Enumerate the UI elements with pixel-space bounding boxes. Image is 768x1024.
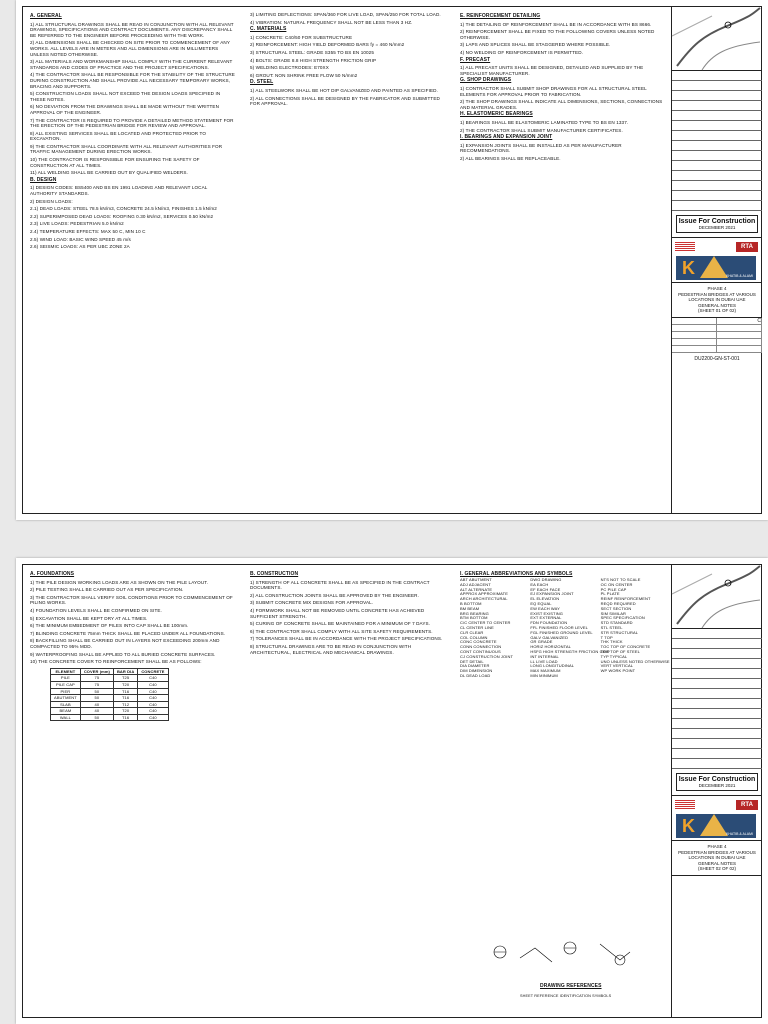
- notes-heading: D. STEEL: [250, 79, 274, 86]
- abbreviation-item: CJ CONSTRUCTION JOINT: [460, 653, 513, 659]
- issue-title: Issue For Construction: [678, 218, 756, 225]
- abbreviation-item: DET DETAIL: [460, 658, 484, 664]
- note-item: 7) THE CONTRACTOR IS REQUIRED TO PROVIDE A DETAILED METHOD STATEMENT FOR THE ERECTION OF THE PEDESTRIAN BRIDGE FOR REVIEW AND APPROVAL.: [30, 117, 234, 129]
- revision-letter: C: [717, 318, 762, 325]
- note-item: 1) EXPANSION JOINTS SHALL BE INSTALLED AS PER MANUFACTURER RECOMMENDATIONS.: [460, 142, 622, 154]
- abbreviation-item: UNO UNLESS NOTED OTHERWISE: [600, 658, 670, 664]
- table-header-cell: COVER (mm): [80, 668, 113, 675]
- project-title: [672, 283, 762, 318]
- logo-area: [672, 237, 762, 283]
- abbreviation-item: HORIZ HORIZONTAL: [530, 644, 571, 650]
- issue-title: Issue For Construction: [678, 776, 756, 783]
- abbreviation-item: PL PLATE: [600, 591, 620, 597]
- note-item: 3) THE CONTRACTOR SHALL VERIFY SOIL CONDITIONS PRIOR TO COMMENCEMENT OF PILING WORKS.: [30, 594, 233, 606]
- note-item: 4) NO WELDING OF REINFORCEMENT IS PERMITTED.: [460, 49, 583, 55]
- abbreviation-item: C/C CENTER TO CENTER: [460, 620, 511, 626]
- logo-area: [672, 795, 762, 841]
- notes-column-2: [250, 12, 445, 510]
- abbreviation-item: CONT CONTINUOUS: [460, 648, 501, 654]
- abbreviation-item: REQD REQUIRED: [600, 600, 636, 606]
- table-cell: C40: [138, 688, 168, 695]
- table-cell: PILE CAP: [51, 681, 81, 688]
- note-item: 6) THE MINIMUM EMBEDMENT OF PILES INTO CAP SHALL BE 100mm.: [30, 623, 189, 629]
- note-item: 9) WATERPROOFING SHALL BE APPLIED TO ALL BURIED CONCRETE SURFACES.: [30, 651, 216, 657]
- table-cell: T20: [113, 681, 137, 688]
- note-item: 4) FORMWORK SHALL NOT BE REMOVED UNTIL CONCRETE HAS ACHIEVED SUFFICIENT STRENGTH.: [250, 607, 425, 619]
- note-item: 1) THE DETAILING OF REINFORCEMENT SHALL BE IN ACCORDANCE WITH BS 8666.: [460, 21, 652, 27]
- issue-date: DECEMBER 2021: [698, 225, 736, 230]
- table-row: [51, 688, 169, 695]
- abbreviation-item: FGL FINISHED GROUND LEVEL: [530, 629, 593, 635]
- note-item: 10) THE CONTRACTOR IS RESPONSIBLE FOR ENSURING THE SAFETY OF CONSTRUCTION AT ALL TIMES.: [30, 157, 200, 168]
- consultant-logo: [676, 256, 756, 280]
- table-header-cell: BAR DIA: [113, 668, 137, 675]
- abbreviation-item: EQ EQUAL: [530, 600, 552, 606]
- abbreviation-item: EXIST EXISTING: [530, 610, 563, 616]
- table-cell: PILE: [51, 675, 81, 682]
- table-cell: C40: [138, 701, 168, 708]
- note-item: 1) THE PILE DESIGN WORKING LOADS ARE AS SHOWN ON THE PILE LAYOUT.: [30, 579, 209, 585]
- note-item: 10) THE CONCRETE COVER TO REINFORCEMENT SHALL BE AS FOLLOWS:: [30, 659, 202, 665]
- abbreviation-item: CL CENTER LINE: [460, 624, 494, 630]
- abbreviation-item: DL DEAD LOAD: [460, 672, 491, 678]
- note-item: 5) WELDING ELECTRODES: E70XX: [250, 65, 329, 71]
- key-plan-map-drawing: [672, 6, 762, 70]
- table-cell: 75: [80, 681, 113, 688]
- concrete-cover-table: [50, 668, 169, 722]
- revision-table: [672, 71, 762, 211]
- note-item: 2.2) SUPERIMPOSED DEAD LOADS: ROOFING 0.30 kN/m2, SERVICES 0.50 kN/m2: [30, 213, 214, 219]
- abbreviations-title: I. GENERAL ABBREVIATIONS AND SYMBOLS: [460, 571, 573, 577]
- abbreviation-item: TYP TYPICAL: [600, 653, 628, 659]
- abbreviation-item: EA EACH: [530, 581, 549, 587]
- issue-stamp: [676, 215, 758, 233]
- note-item: 3) SUBMIT CONCRETE MIX DESIGNS FOR APPROVAL.: [250, 600, 374, 606]
- abbreviation-item: STL STEEL: [600, 624, 623, 630]
- table-cell: T12: [113, 701, 137, 708]
- note-item: 1) ALL STEELWORK SHALL BE HOT DIP GALVANIZED AND PAINTED AS SPECIFIED.: [250, 87, 438, 93]
- abbreviation-item: PC PILE CAP: [600, 586, 627, 592]
- abbreviation-item: STD STANDARD: [600, 620, 633, 626]
- abbreviation-item: NTS NOT TO SCALE: [600, 577, 641, 582]
- key-plan-map-drawing: [672, 564, 762, 628]
- references-title: DRAWING REFERENCES: [540, 983, 602, 990]
- key-plan-map: [672, 564, 762, 629]
- ka-a-icon: [700, 814, 728, 836]
- note-item: 5) EXCAVATION SHALL BE KEPT DRY AT ALL TIMES.: [30, 615, 148, 621]
- table-cell: C40: [138, 695, 168, 702]
- abbreviation-item: THK THICK: [600, 639, 623, 645]
- table-cell: 50: [80, 688, 113, 695]
- firm-name: KHATIB & ALAMI: [726, 274, 753, 278]
- abbreviation-item: EW EACH WAY: [530, 605, 560, 611]
- table-cell: C40: [138, 708, 168, 715]
- drawing-number: DU2200-GN-ST-001: [694, 355, 740, 362]
- project-line: PHASE 4: [707, 844, 727, 849]
- table-row: [51, 714, 169, 721]
- note-item: 8) ALL EXISTING SERVICES SHALL BE LOCATED AND PROTECTED PRIOR TO EXCAVATION.: [30, 130, 206, 142]
- abbreviation-item: DWG DRAWING: [530, 577, 562, 582]
- notes-heading: B. CONSTRUCTION: [250, 571, 299, 577]
- table-header-row: [51, 668, 169, 675]
- note-item: 1) STRENGTH OF ALL CONCRETE SHALL BE AS SPECIFIED IN THE CONTRACT DOCUMENTS.: [250, 579, 430, 591]
- abbreviation-item: BTM BOTTOM: [460, 615, 488, 621]
- note-item: 4) VIBRATION: NATURAL FREQUENCY SHALL NOT BE LESS THAN 3 HZ.: [250, 19, 413, 25]
- abbreviation-item: GALV GALVANIZED: [530, 634, 569, 640]
- client-logo-icon: [675, 242, 695, 252]
- issue-stamp: [676, 773, 758, 791]
- abbreviation-item: FDN FOUNDATION: [530, 620, 568, 626]
- note-item: 2.1) DEAD LOADS: STEEL 78.5 kN/m3, CONCRETE 24.5 kN/m3, FINISHES 1.5 kN/m2: [30, 206, 217, 212]
- drawing-info-grid: [672, 318, 762, 353]
- abbreviation-item: ABT ABUTMENT: [460, 577, 492, 582]
- table-row: [51, 681, 169, 688]
- note-item: 7) BLINDING CONCRETE 75mm THICK SHALL BE PLACED UNDER ALL FOUNDATIONS.: [30, 630, 226, 636]
- table-cell: C40: [138, 681, 168, 688]
- notes-heading: I. BEARINGS AND EXPANSION JOINT: [460, 134, 553, 141]
- issue-date: DECEMBER 2021: [698, 783, 736, 788]
- project-line: (SHEET 01 OF 02): [698, 308, 736, 313]
- table-header-cell: CONCRETE: [138, 668, 168, 675]
- notes-column-2: [250, 570, 445, 1014]
- abbreviation-item: MAX MAXIMUM: [530, 668, 561, 674]
- note-item: 2) REINFORCEMENT: HIGH YIELD DEFORMED BARS fy = 460 N/mm2: [250, 42, 405, 48]
- title-block: [671, 6, 762, 514]
- note-item: 8) STRUCTURAL DRAWINGS ARE TO BE READ IN CONJUNCTION WITH ARCHITECTURAL, ELECTRICAL AND MECHANICAL DRAWINGS.: [250, 643, 412, 655]
- project-line: LOCATIONS IN DUBAI UAE: [688, 855, 746, 860]
- abbreviation-item: OC ON CENTER: [600, 581, 633, 587]
- abbreviation-item: SIM SIMILAR: [600, 610, 626, 616]
- notes-column-1: [30, 570, 235, 1014]
- table-cell: 75: [80, 675, 113, 682]
- notes-heading: A. GENERAL: [30, 13, 62, 19]
- note-item: 3) STRUCTURAL STEEL: GRADE S355 TO BS EN 10025: [250, 49, 374, 55]
- notes-column-3: [460, 570, 670, 1014]
- note-item: 6) NO DEVIATION FROM THE DRAWINGS SHALL BE MADE WITHOUT THE WRITTEN APPROVAL OF THE ENGINEER.: [30, 104, 220, 115]
- abbreviation-item: REINF REINFORCEMENT: [600, 596, 651, 602]
- foundation-notes: [30, 572, 235, 665]
- table-cell: 50: [80, 695, 113, 702]
- project-line: PEDESTRIAN BRIDGES AT VARIOUS: [678, 291, 756, 297]
- rta-logo: RTA: [736, 242, 758, 252]
- note-item: 2) DESIGN LOADS:: [30, 198, 73, 204]
- abbreviation-item: LONG LONGITUDINAL: [530, 663, 575, 669]
- abbreviation-item: STR STRUCTURAL: [600, 629, 639, 635]
- abbreviation-item: COL COLUMN: [460, 634, 488, 640]
- note-item: 4) FOUNDATION LEVELS SHALL BE CONFIRMED ON SITE.: [30, 607, 162, 613]
- abbreviation-item: EF EACH FACE: [530, 586, 561, 592]
- table-cell: 40: [80, 701, 113, 708]
- notes-heading: H. ELASTOMERIC BEARINGS: [460, 111, 533, 118]
- project-line: GENERAL NOTES: [697, 302, 737, 308]
- table-cell: T16: [113, 695, 137, 702]
- notes-column-1: [30, 12, 235, 510]
- note-item: 1) BEARINGS SHALL BE ELASTOMERIC LAMINATED TYPE TO BS EN 1337.: [460, 119, 629, 125]
- table-cell: T20: [113, 708, 137, 715]
- notes-heading: E. REINFORCEMENT DETAILING: [460, 13, 541, 19]
- abbreviation-item: ARCH ARCHITECTURAL: [460, 596, 508, 602]
- abbreviation-item: WP WORK POINT: [600, 668, 636, 674]
- abbreviation-item: HSFG HIGH STRENGTH FRICTION GRIP: [530, 648, 610, 654]
- table-body: [51, 675, 169, 721]
- table-cell: ABUTMENT: [51, 695, 81, 702]
- note-item: 4) BOLTS: GRADE 8.8 HIGH STRENGTH FRICTION GRIP: [250, 57, 377, 63]
- table-cell: PIER: [51, 688, 81, 695]
- abbreviation-item: TOC TOP OF CONCRETE: [600, 644, 651, 650]
- abbreviation-item: INT INTERNAL: [530, 653, 559, 659]
- note-item: 5) CURING OF CONCRETE SHALL BE MAINTAINED FOR A MINIMUM OF 7 DAYS.: [250, 621, 431, 627]
- note-item: 7) TOLERANCES SHALL BE IN ACCORDANCE WITH THE PROJECT SPECIFICATIONS.: [250, 636, 443, 642]
- table-row: [51, 701, 169, 708]
- key-plan-map: [672, 6, 762, 71]
- note-item: 2) PILE TESTING SHALL BE CARRIED OUT AS PER SPECIFICATION.: [30, 587, 184, 593]
- abbreviation-item: ALT ALTERNATE: [460, 586, 493, 592]
- note-item: 1) CONCRETE: C40/50 FOR SUBSTRUCTURE: [250, 34, 353, 40]
- notes-column-3: [460, 12, 665, 510]
- table-header-cell: ELEMENT: [51, 668, 81, 675]
- abbreviation-item: TOS TOP OF STEEL: [600, 648, 640, 654]
- ka-k-icon: K: [682, 816, 695, 836]
- note-item: 1) DESIGN CODES: BS5400 AND BS EN 1991 LOADING AND RELEVANT LOCAL AUTHORITY STANDARDS.: [30, 185, 208, 197]
- note-item: 9) THE CONTRACTOR SHALL COORDINATE WITH ALL RELEVANT AUTHORITIES FOR TRAFFIC MANAGEMENT DURING ERECTION WORKS.: [30, 143, 223, 155]
- abbreviation-item: APPROX APPROXIMATE: [460, 591, 508, 597]
- note-item: 2.5) WIND LOAD: BASIC WIND SPEED 45 m/s: [30, 236, 131, 242]
- abbreviation-item: CLR CLEAR: [460, 629, 484, 635]
- project-line: (SHEET 02 OF 02): [698, 866, 736, 871]
- rta-logo: RTA: [736, 800, 758, 810]
- firm-name: KHATIB & ALAMI: [726, 832, 753, 836]
- abbreviation-item: VERT VERTICAL: [600, 663, 634, 669]
- project-line: PEDESTRIAN BRIDGES AT VARIOUS: [678, 849, 756, 855]
- note-item: 1) ALL PRECAST UNITS SHALL BE DESIGNED, DETAILED AND SUPPLIED BY THE SPECIALIST MANUFACTURER.: [460, 65, 644, 76]
- table-row: [51, 695, 169, 702]
- abbreviation-item: FFL FINISHED FLOOR LEVEL: [530, 624, 588, 630]
- note-item: 2) ALL DIMENSIONS SHALL BE CHECKED ON SITE PRIOR TO COMMENCEMENT OF ANY WORKS. ALL LEVELS ARE IN METERS AND ALL DIMENSIONS ARE IN MILLIMETERS UNLESS NOTED OTHERWISE.: [30, 40, 230, 57]
- table-cell: C40: [138, 714, 168, 721]
- table-cell: SLAB: [51, 701, 81, 708]
- note-item: 3) LAPS AND SPLICES SHALL BE STAGGERED WHERE POSSIBLE.: [460, 42, 611, 48]
- title-block: [671, 564, 762, 1018]
- project-title: [672, 841, 762, 876]
- project-line: LOCATIONS IN DUBAI UAE: [688, 297, 746, 302]
- revision-table: [672, 629, 762, 769]
- consultant-logo: [676, 814, 756, 838]
- note-item: 2.4) TEMPERATURE EFFECTS: MAX 50 C, MIN 10 C: [30, 229, 146, 234]
- notes-heading: B. DESIGN: [30, 176, 57, 183]
- note-item: 6) GROUT: NON SHRINK FREE FLOW 50 N/mm2: [250, 72, 358, 78]
- notes-heading: C. MATERIALS: [250, 26, 287, 33]
- abbreviation-item: MIN MINIMUM: [530, 672, 558, 678]
- note-item: 6) THE CONTRACTOR SHALL COMPLY WITH ALL SITE SAFETY REQUIREMENTS.: [250, 628, 433, 634]
- note-item: 2) ALL CONSTRUCTION JOINTS SHALL BE APPROVED BY THE ENGINEER.: [250, 592, 419, 598]
- ka-k-icon: K: [682, 258, 695, 278]
- note-item: 2) REINFORCEMENT SHALL BE FIXED TO THE FOLLOWING COVERS UNLESS NOTED OTHERWISE.: [460, 29, 655, 40]
- abbreviation-item: BRG BEARING: [460, 610, 489, 616]
- references-note: SHEET REFERENCE IDENTIFICATION SYMBOLS: [520, 993, 612, 998]
- abbreviation-item: SPEC SPECIFICATION: [600, 615, 645, 621]
- note-item: 1) CONTRACTOR SHALL SUBMIT SHOP DRAWINGS FOR ALL STRUCTURAL STEEL ELEMENTS FOR APPROVAL PRIOR TO FABRICATION.: [460, 85, 647, 97]
- table-row: [51, 675, 169, 682]
- abbreviation-item: DIM DIMENSION: [460, 668, 493, 674]
- note-item: 1) ALL STRUCTURAL DRAWINGS SHALL BE READ IN CONJUNCTION WITH ALL RELEVANT DRAWINGS, SPECIFICATIONS AND CONTRACT DOCUMENTS. ANY DISCREPANCY SHALL BE REFERRED TO THE ENGINEER BEFORE PROCEEDING WITH THE WORK.: [30, 21, 234, 38]
- note-item: 2) ALL BEARINGS SHALL BE REPLACEABLE.: [460, 155, 561, 161]
- project-line: PHASE 4: [707, 286, 727, 291]
- general-notes-sheet-2: [30, 570, 670, 1014]
- abbreviation-item: EL ELEVATION: [530, 596, 560, 602]
- client-logo-icon: [675, 800, 695, 810]
- note-item: 2) THE CONTRACTOR SHALL SUBMIT MANUFACTURER CERTIFICATES.: [460, 127, 623, 133]
- notes-heading: G. SHOP DRAWINGS: [460, 77, 512, 84]
- table-cell: 40: [80, 708, 113, 715]
- table-cell: T16: [113, 688, 137, 695]
- abbreviation-item: CONC CONCRETE: [460, 639, 497, 645]
- note-item: 3) LIMITING DEFLECTIONS: SPAN/360 FOR LIVE LOAD, SPAN/250 FOR TOTAL LOAD.: [250, 12, 441, 17]
- abbreviation-item: ADJ ADJACENT: [460, 581, 491, 587]
- abbreviation-item: B BOTTOM: [460, 600, 482, 606]
- abbreviation-item: EJ EXPANSION JOINT: [530, 591, 574, 597]
- table-cell: WALL: [51, 714, 81, 721]
- note-item: 3) ALL MATERIALS AND WORKMANSHIP SHALL COMPLY WITH THE CURRENT RELEVANT STANDARDS AND CODES OF PRACTICE AND THE PROJECT SPECIFICATIONS.: [30, 59, 233, 70]
- project-line: GENERAL NOTES: [697, 860, 737, 866]
- abbreviation-item: LL LIVE LOAD: [530, 658, 558, 664]
- abbreviation-item: EXT EXTERNAL: [530, 615, 562, 621]
- note-item: 2.6) SEISMIC LOADS: AS PER UBC ZONE 2A: [30, 244, 130, 250]
- note-item: 2) THE SHOP DRAWINGS SHALL INDICATE ALL DIMENSIONS, SECTIONS, CONNECTIONS AND MATERIAL GRADES.: [460, 99, 663, 110]
- notes-heading: F. PRECAST: [460, 56, 491, 63]
- note-item: 5) CONSTRUCTION LOADS SHALL NOT EXCEED THE DESIGN LOADS SPECIFIED IN THESE NOTES.: [30, 91, 221, 102]
- note-item: 2.3) LIVE LOADS: PEDESTRIAN 5.0 kN/m2: [30, 221, 124, 227]
- table-cell: C40: [138, 675, 168, 682]
- note-item: 4) THE CONTRACTOR SHALL BE RESPONSIBLE FOR THE STABILITY OF THE STRUCTURE DURING CONSTRUCTION AND SHALL PROVIDE ALL NECESSARY TEMPORARY WORKS, BRACING AND SUPPORTS.: [30, 72, 235, 89]
- table-cell: T25: [113, 675, 137, 682]
- table-cell: BEAM: [51, 708, 81, 715]
- table-cell: 50: [80, 714, 113, 721]
- abbreviation-item: T TOP: [600, 634, 613, 640]
- abbreviation-item: SECT SECTION: [600, 605, 632, 611]
- abbreviation-item: BM BEAM: [460, 605, 480, 611]
- abbreviations-list: [460, 577, 670, 679]
- note-item: 8) BACKFILLING SHALL BE CARRIED OUT IN LAYERS NOT EXCEEDING 200mm AND COMPACTED TO 95% MDD.: [30, 638, 220, 649]
- note-item: 2) ALL CONNECTIONS SHALL BE DESIGNED BY THE FABRICATOR AND SUBMITTED FOR APPROVAL.: [250, 95, 440, 107]
- table-row: [51, 708, 169, 715]
- general-notes-sheet-1: [30, 12, 670, 510]
- notes-heading: A. FOUNDATIONS: [30, 571, 75, 577]
- drawing-sheet-1: [16, 0, 768, 520]
- abbreviation-item: GR GRADE: [530, 639, 553, 645]
- drawing-references: [460, 938, 665, 998]
- table-cell: T16: [113, 714, 137, 721]
- ka-a-icon: [700, 256, 728, 278]
- abbreviation-item: CONN CONNECTION: [460, 644, 502, 650]
- note-item: 11) ALL WELDING SHALL BE CARRIED OUT BY QUALIFIED WELDERS.: [30, 170, 188, 176]
- drawing-sheet-2: [16, 558, 768, 1024]
- abbreviation-item: DIA DIAMETER: [460, 663, 490, 669]
